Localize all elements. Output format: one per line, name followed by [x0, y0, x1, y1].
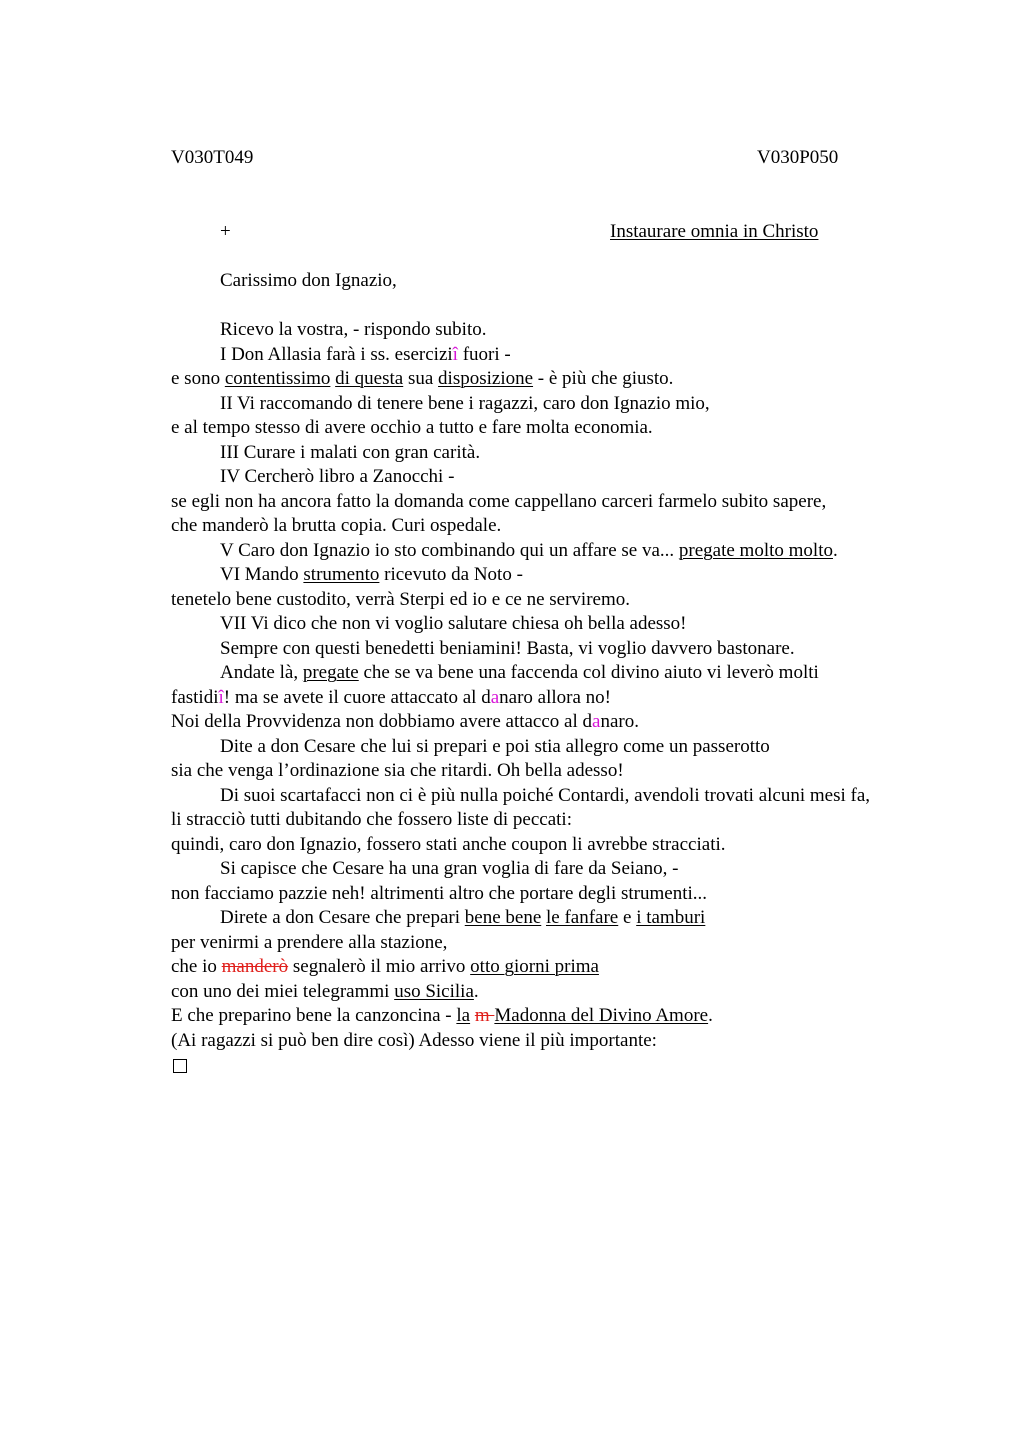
text-line — [171, 343, 911, 368]
text-segment: Noi della Provvidenza non dobbiamo avere attacco al d — [171, 711, 593, 732]
header-left-code: V030T049 — [171, 147, 254, 168]
text-line — [171, 539, 911, 564]
text-segment: che io — [171, 956, 222, 977]
text-segment: ! ma se avete il cuore attaccato al d — [223, 686, 491, 708]
text-line — [171, 661, 911, 686]
text-segment: se egli non ha ancora fatto la domanda come cappellano carceri farmelo subito sapere, — [171, 490, 827, 512]
underlined-text: la — [456, 1005, 471, 1026]
text-line — [171, 416, 911, 441]
text-line — [171, 465, 911, 490]
text-segment: e al tempo stesso di avere occhio a tutto e fare molta economia. — [171, 417, 653, 438]
text-segment: che se va bene una faccenda col divino aiuto vi leverò molti — [358, 662, 819, 683]
text-line — [171, 759, 911, 784]
text-segment: Si capisce che Cesare ha una gran voglia di fare da Seiano, - — [220, 858, 679, 879]
text-segment: segnalerò il mio arrivo — [288, 956, 471, 977]
text-segment: sua — [403, 368, 439, 389]
text-line — [171, 686, 911, 711]
text-line — [171, 1029, 911, 1054]
highlighted-char: a — [490, 686, 500, 708]
text-line — [171, 906, 911, 931]
underlined-text: i tamburi — [636, 907, 706, 928]
text-segment: naro allora no! — [499, 686, 611, 708]
text-line — [171, 808, 911, 833]
underlined-text: disposizione — [438, 368, 534, 389]
text-segment: con uno dei miei telegrammi — [171, 980, 395, 1002]
text-line — [171, 833, 911, 858]
text-segment: . — [708, 1005, 713, 1026]
text-line — [171, 490, 911, 515]
header-right-code: V030P050 — [757, 147, 839, 168]
text-line — [171, 735, 911, 760]
cross-symbol: + — [220, 221, 231, 242]
text-segment: e — [618, 907, 637, 928]
text-segment: Andate là, — [220, 662, 303, 683]
text-segment: naro. — [600, 711, 639, 732]
text-segment: II Vi raccomando di tenere bene i ragazzi, caro don Ignazio mio, — [220, 392, 710, 414]
underlined-text: pregate — [302, 662, 359, 683]
text-line — [171, 637, 911, 662]
highlighted-char: î — [218, 686, 224, 708]
text-line — [171, 710, 911, 735]
text-line — [171, 514, 911, 539]
text-segment: - è più che giusto. — [533, 368, 674, 389]
end-mark-line — [171, 1053, 911, 1081]
text-segment: Sempre con questi benedetti beniamini! Basta, vi voglio davvero bastonare. — [220, 637, 795, 659]
salutation: Carissimo don Ignazio, — [220, 270, 397, 291]
text-line — [171, 882, 911, 907]
highlighted-char: a — [592, 711, 601, 732]
text-segment: (Ai ragazzi si può ben dire così) Adesso viene il più importante: — [171, 1029, 657, 1051]
underlined-text: pregate molto molto — [678, 539, 833, 561]
text-line — [171, 612, 911, 637]
text-segment: . — [473, 980, 479, 1002]
text-segment: Dite a don Cesare che lui si prepari e poi stia allegro come un passerotto — [220, 735, 770, 757]
text-line — [171, 367, 911, 392]
text-line — [171, 441, 911, 466]
underlined-text: uso Sicilia — [394, 980, 474, 1002]
underlined-text: strumento — [303, 564, 380, 585]
text-segment: IV Cercherò libro a Zanocchi - — [220, 466, 455, 487]
text-line — [171, 392, 911, 417]
text-segment: quindi, caro don Ignazio, fossero stati anche coupon li avrebbe stracciati. — [171, 833, 726, 855]
text-line — [171, 1004, 911, 1029]
text-segment: e sono — [171, 368, 225, 389]
text-segment: Di suoi scartafacci non ci è più nulla poiché Contardi, avendoli trovati alcuni mesi fa, — [220, 784, 871, 806]
underlined-text: bene bene — [464, 907, 542, 928]
letter-body — [171, 318, 911, 1081]
motto: Instaurare omnia in Christo — [610, 221, 819, 242]
text-line — [171, 857, 911, 882]
text-segment: E che preparino bene la canzoncina - — [171, 1005, 457, 1026]
text-segment: tenetelo bene custodito, verrà Sterpi ed io e ce ne serviremo. — [171, 588, 630, 610]
text-segment: che manderò la brutta copia. Curi ospedale. — [171, 515, 502, 536]
text-segment: non facciamo pazzie neh! altrimenti altro che portare degli strumenti... — [171, 882, 707, 904]
text-segment: li stracciò tutti dubitando che fossero liste di peccati: — [171, 809, 572, 830]
text-segment: Direte a don Cesare che prepari — [220, 907, 465, 928]
text-segment: Ricevo la vostra, - rispondo subito. — [220, 319, 487, 340]
text-segment: VII Vi dico che non vi voglio salutare chiesa oh bella adesso! — [220, 613, 687, 634]
text-segment: . — [832, 539, 838, 561]
text-segment: sia che venga l’ordinazione sia che ritardi. Oh bella adesso! — [171, 760, 624, 781]
text-segment: III Curare i malati con gran carità. — [220, 441, 481, 463]
text-line — [171, 931, 911, 956]
deleted-text: m — [474, 1005, 495, 1026]
text-line — [171, 980, 911, 1005]
text-segment: VI Mando — [220, 564, 304, 585]
empty-square-icon — [173, 1059, 187, 1073]
text-line — [171, 784, 911, 809]
text-segment: ricevuto da Noto - — [379, 564, 523, 585]
text-line — [171, 588, 911, 613]
underlined-text: Madonna del Divino Amore — [494, 1005, 709, 1026]
text-segment: fastidi — [171, 686, 219, 708]
underlined-text: le fanfare — [546, 907, 619, 928]
deleted-text: manderò — [221, 956, 289, 977]
highlighted-char: î — [452, 343, 458, 365]
underlined-text: contentissimo — [224, 368, 331, 389]
text-line — [171, 563, 911, 588]
underlined-text: otto giorni prima — [470, 956, 599, 977]
underlined-text: di questa — [335, 368, 404, 389]
text-segment: I Don Allasia farà i ss. esercizi — [220, 343, 453, 365]
text-segment: per venirmi a prendere alla stazione, — [171, 931, 448, 953]
text-line — [171, 955, 911, 980]
text-segment: fuori - — [457, 343, 511, 365]
text-segment: V Caro don Ignazio io sto combinando qui un affare se va... — [220, 539, 679, 561]
text-line — [171, 318, 911, 343]
